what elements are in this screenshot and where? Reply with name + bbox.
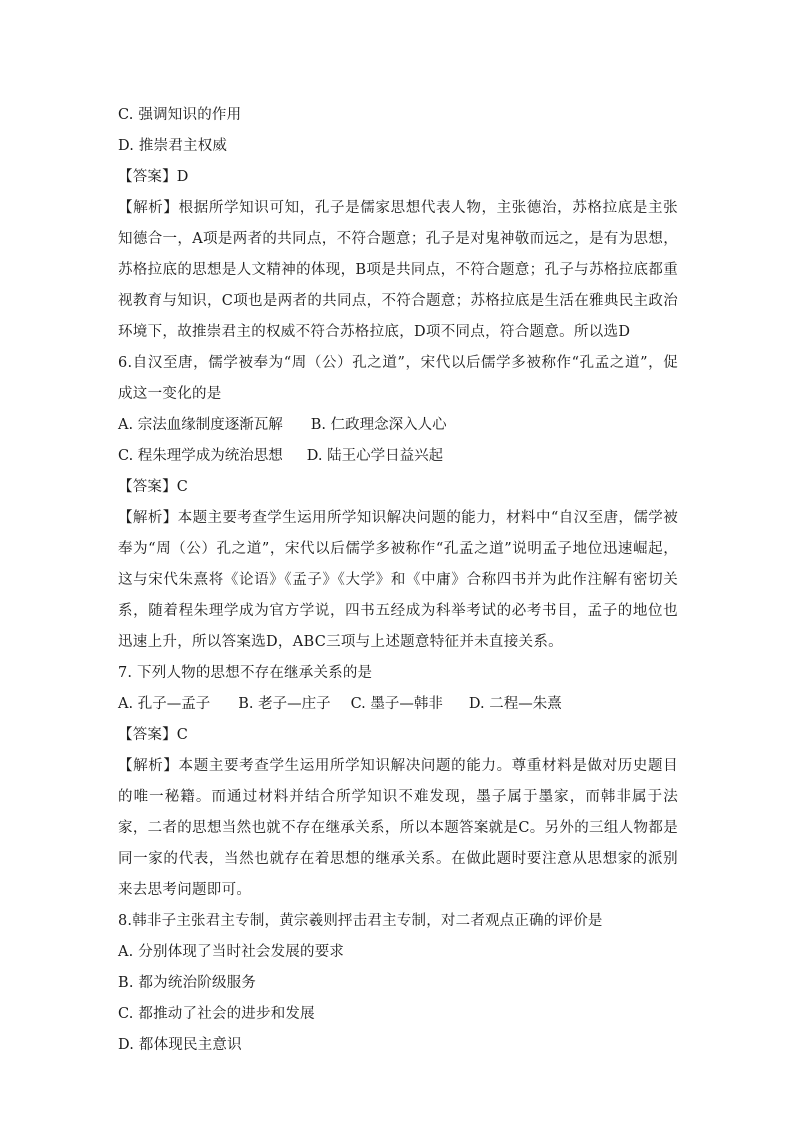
q8-option-b: B. 都为统治阶级服务 bbox=[118, 975, 257, 991]
q6-options-row-2 bbox=[118, 441, 678, 472]
q6-option-a: A. 宗法血缘制度逐渐瓦解 bbox=[118, 417, 283, 433]
q7-options-row bbox=[118, 689, 678, 720]
q8-option-a: A. 分别体现了当时社会发展的要求 bbox=[118, 944, 345, 960]
q6-options-row-1 bbox=[118, 410, 678, 441]
q7-option-d: D. 二程—朱熹 bbox=[468, 696, 562, 712]
q7-stem: 7. 下列人物的思想不存在继承关系的是 bbox=[118, 665, 373, 681]
q7-answer: 【答案】C bbox=[118, 727, 189, 743]
q6-option-b: B. 仁政理念深入人心 bbox=[310, 417, 447, 433]
q5-option-c: C. 强调知识的作用 bbox=[118, 107, 242, 123]
q5-option-d: D. 推崇君主权威 bbox=[118, 138, 228, 154]
q6-answer: 【答案】C bbox=[118, 479, 189, 495]
q8-option-c: C. 都推动了社会的进步和发展 bbox=[118, 1006, 315, 1022]
q8-stem: 8.韩非子主张君主专制，黄宗羲则抨击君主专制，对二者观点正确的评价是 bbox=[118, 913, 603, 929]
q5-analysis: 【解析】根据所学知识可知，孔子是儒家思想代表人物，主张德治，苏格拉底是主张知德合一，A项是两者的共同点，不符合题意；孔子是对鬼神敬而远之，是有为思想，苏格拉底的思想是人文精神的体现，B项是共同点，不符合题意；孔子与苏格拉底都重视教育与知识，C项也是两者的共同点，不符合题意；苏格拉底是生活在雅典民主政治环境下，故推崇君主的权威不符合苏格拉底，D项不同点，符合题意。所以选D bbox=[118, 200, 678, 340]
q7-analysis: 【解析】本题主要考查学生运用所学知识解决问题的能力。尊重材料是做对历史题目的唯一秘籍。而通过材料并结合所学知识不难发现，墨子属于墨家，而韩非属于法家，二者的思想当然也就不存在继承关系，所以本题答案就是C。另外的三组人物都是同一家的代表，当然也就存在着思想的继承关系。在做此题时要注意从思想家的派别来去思考问题即可。 bbox=[118, 758, 678, 898]
q7-option-b: B. 老子—庄子 bbox=[238, 696, 331, 712]
q7-option-a: A. 孔子—孟子 bbox=[118, 696, 211, 712]
q6-analysis: 【解析】本题主要考查学生运用所学知识解决问题的能力，材料中“自汉至唐，儒学被奉为“周（公）孔之道”，宋代以后儒学多被称作“孔孟之道”说明孟子地位迅速崛起，这与宋代朱熹将《论语》《孟子》《大学》和《中庸》合称四书并为此作注解有密切关系，随着程朱理学成为官方学说，四书五经成为科举考试的必考书目，孟子的地位也迅速上升，所以答案选D，ABC三项与上述题意特征并未直接关系。 bbox=[118, 510, 678, 650]
q6-option-c: C. 程朱理学成为统治思想 bbox=[118, 448, 283, 464]
q6-option-d: D. 陆王心学日益兴起 bbox=[306, 448, 444, 464]
q5-answer: 【答案】D bbox=[118, 169, 189, 185]
document-page bbox=[118, 100, 678, 1061]
q7-option-c: C. 墨子—韩非 bbox=[350, 696, 443, 712]
q8-option-d: D. 都体现民主意识 bbox=[118, 1037, 242, 1053]
q6-stem: 6.自汉至唐，儒学被奉为“周（公）孔之道”，宋代以后儒学多被称作“孔孟之道”，促成这一变化的是 bbox=[118, 355, 678, 402]
